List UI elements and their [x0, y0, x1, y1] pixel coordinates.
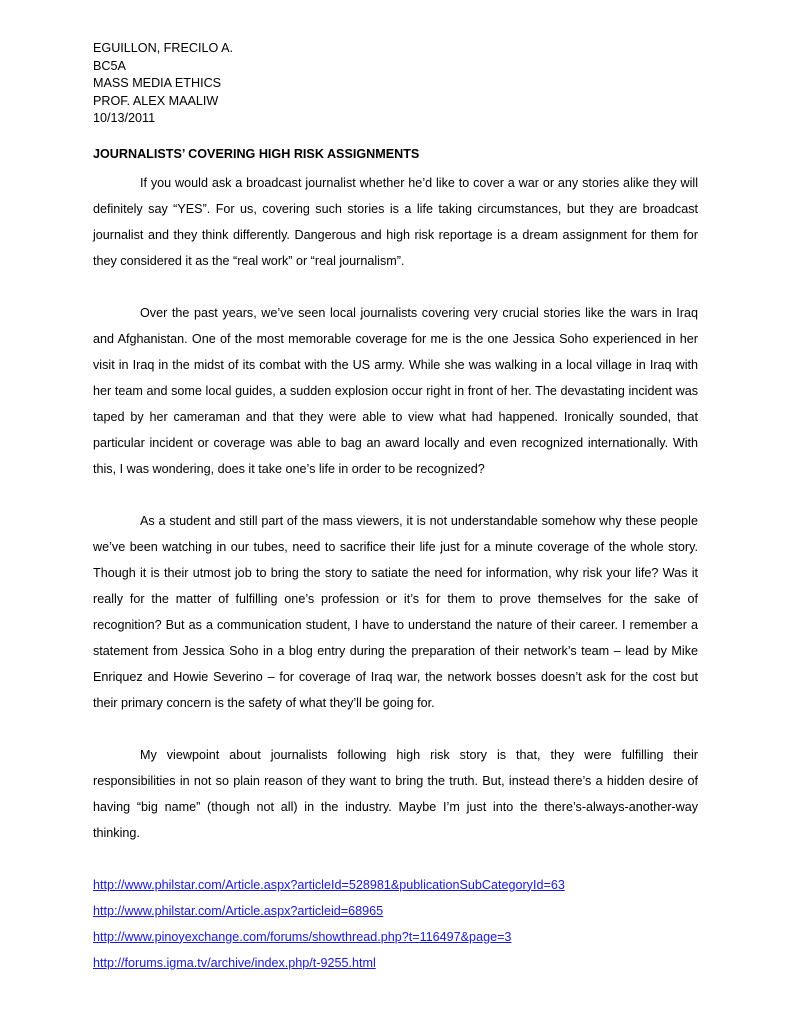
author-name: EGUILLON, FRECILO A. — [93, 41, 233, 55]
body-paragraph: My viewpoint about journalists following high risk story is that, they were fulfilling their responsibilities in not so plain reason of they want to bring the truth. But, instead there’s a hidden desire of having “big name” (though not all) in the industry. Maybe I’m just into the there’s-always-another-way thinking. — [93, 747, 698, 840]
document-title: JOURNALISTS’ COVERING HIGH RISK ASSIGNMENTS — [93, 146, 420, 161]
body-paragraph: Over the past years, we’ve seen local journalists covering very crucial stories like the wars in Iraq and Afghanistan. One of the most memorable coverage for me is the one Jessica Soho experienced in her visit in Iraq in the midst of its combat with the US army. While she was walking in a local village in Iraq with her team and some local guides, a sudden explosion occur right in front of her. The devastating incident was taped by her cameraman and that they were able to view what had happened. Ironically sounded, that particular incident or coverage was able to bag an award locally and even recognized internationally. With this, I was wondering, does it take one’s life in order to be recognized? — [93, 305, 698, 476]
professor-name: PROF. ALEX MAALIW — [93, 93, 219, 108]
section-code: BC5A — [93, 58, 126, 73]
reference-link[interactable]: http://www.philstar.com/Article.aspx?articleId=528981&publicationSubCategoryId=63 — [93, 877, 565, 892]
reference-link[interactable]: http://www.philstar.com/Article.aspx?articleid=68965 — [93, 903, 384, 918]
document-header — [93, 40, 698, 128]
reference-link[interactable]: http://www.pinoyexchange.com/forums/showthread.php?t=116497&page=3 — [93, 929, 512, 944]
reference-list — [93, 872, 698, 976]
document-body — [93, 170, 698, 846]
document-date: 10/13/2011 — [93, 111, 156, 125]
document-page — [93, 40, 698, 976]
body-paragraph: If you would ask a broadcast journalist whether he’d like to cover a war or any stories alike they will definitely say “YES”. For us, covering such stories is a life taking circumstances, but they are broadcast journalist and they think differently. Dangerous and high risk reportage is a dream assignment for them for they considered it as the “real work” or “real journalism”. — [93, 175, 698, 268]
course-name: MASS MEDIA ETHICS — [93, 76, 222, 90]
reference-link[interactable]: http://forums.igma.tv/archive/index.php/t-9255.html — [93, 955, 376, 970]
body-paragraph: As a student and still part of the mass viewers, it is not understandable somehow why these people we’ve been watching in our tubes, need to sacrifice their life just for a minute coverage of the whole story. Though it is their utmost job to bring the story to satiate the need for information, why risk your life? Was it really for the matter of fulfilling one’s profession or it’s for them to prove themselves for the sake of recognition? But as a communication student, I have to understand the nature of their career. I remember a statement from Jessica Soho in a blog entry during the preparation of their network’s team – lead by Mike Enriquez and Howie Severino – for coverage of Iraq war, the network bosses doesn’t ask for the cost but their primary concern is the safety of what they’ll be going for. — [93, 513, 698, 710]
